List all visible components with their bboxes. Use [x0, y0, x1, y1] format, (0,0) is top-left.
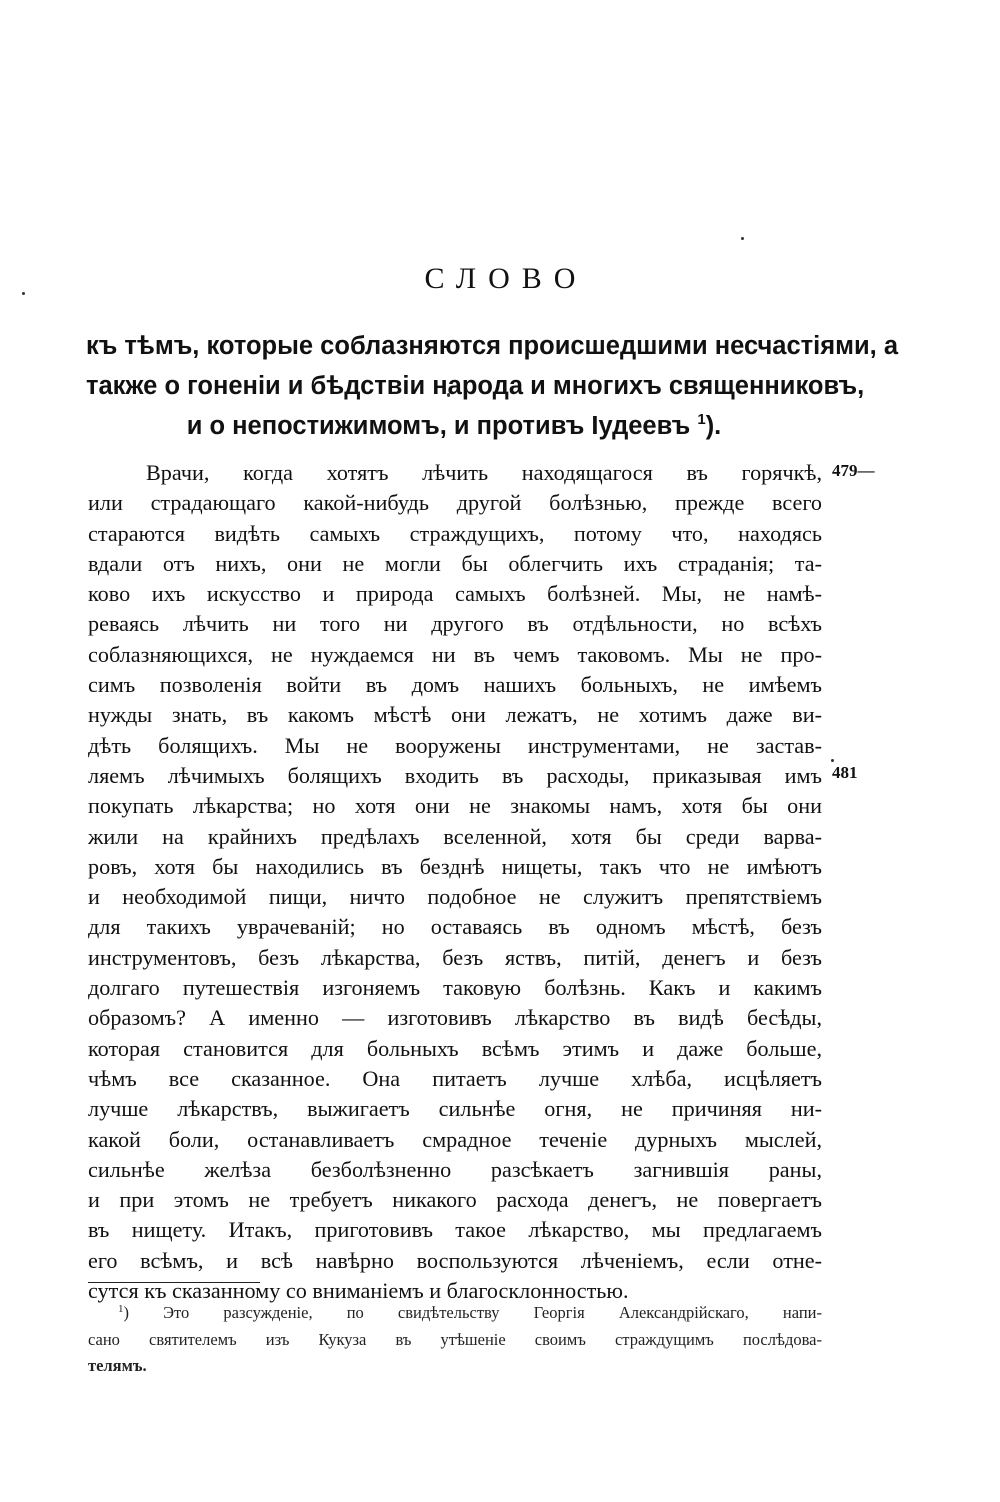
body-line: сутся къ сказанному со вниманіемъ и благосклонностью. [88, 1278, 629, 1304]
body-line: сильнѣе желѣза безболѣзненно разсѣкаетъ загнившія раны, [88, 1156, 822, 1182]
subtitle-tail: ). [705, 412, 722, 440]
body-line: ровъ, хотя бы находились въ безднѣ нищеты, такъ что не имѣютъ [88, 853, 822, 879]
page-subtitle [86, 326, 899, 446]
body-line: въ нищету. Итакъ, приготовивъ такое лѣкарство, мы предлагаемъ [88, 1217, 822, 1243]
body-line: и при этомъ не требуетъ никакого расхода денегъ, не повергаетъ [88, 1187, 822, 1213]
margin-page-marker: 479— [832, 461, 875, 480]
body-line: Врачи, когда хотятъ лѣчить находящагося въ горячкѣ, [146, 460, 822, 485]
footnote [88, 1300, 822, 1380]
body-line: лучше лѣкарствъ, выжигаетъ сильнѣе огня, не причиняя ни- [88, 1096, 822, 1122]
body-line: его всѣмъ, и всѣ навѣрно воспользуются лѣченіемъ, если отне- [88, 1247, 822, 1273]
body-line: жили на крайнихъ предѣлахъ вселенной, хотя бы среди варва- [88, 823, 822, 849]
body-line: реваясь лѣчить ни того ни другого въ отдѣльности, но всѣхъ [88, 611, 822, 637]
body-line: покупать лѣкарства; но хотя они не знакомы намъ, хотя бы они [88, 793, 822, 819]
footnote-text: ) Это разсужденіе, по свидѣтельству Георгія Александрійскаго, напи- [123, 1303, 822, 1322]
body-line: симъ позволенія войти въ домъ нашихъ больныхъ, не имѣемъ [88, 672, 822, 698]
subtitle-line-last [86, 406, 822, 446]
body-line: и необходимой пищи, ничто подобное не служитъ препятствіемъ [88, 884, 822, 910]
body-line: соблазняющихся, не нуждаемся ни въ чемъ таковомъ. Мы не про- [88, 641, 822, 667]
body-line: или страдающаго какой-нибудь другой болѣзнью, прежде всего [88, 490, 822, 516]
body-line: чѣмъ все сказанное. Она питаетъ лучше хлѣба, исцѣляетъ [88, 1065, 822, 1091]
footnote-line: сано святителемъ изъ Кукуза въ утѣшеніе своимъ страждущимъ послѣдова- [88, 1329, 822, 1349]
footnote-divider [88, 1282, 260, 1283]
body-line: вдали отъ нихъ, они не могли бы облегчить ихъ страданія; та- [88, 550, 822, 576]
footnote-marker: 1 [118, 1303, 124, 1315]
body-line: для такихъ уврачеваній; но оставаясь въ одномъ мѣстѣ, безъ [88, 914, 822, 940]
footnote-line: телямъ. [88, 1356, 147, 1375]
subtitle-line: также о гоненіи и бѣдствіи народа и многихъ священниковъ, [86, 372, 865, 400]
body-line: дѣть болящихъ. Мы не вооружены инструментами, не застав- [88, 732, 822, 758]
body-line: долгаго путешествія изгоняемъ таковую болѣзнь. Какъ и какимъ [88, 975, 822, 1001]
footnote-reference[interactable]: 1 [697, 411, 706, 428]
body-line: нужды знать, въ какомъ мѣстѣ они лежатъ, не хотимъ даже ви- [88, 702, 822, 728]
subtitle-line: и о непостижимомъ, и противъ Іудеевъ [186, 412, 691, 440]
subtitle-line: къ тѣмъ, которые соблазняются происшедшими несчастіями, а [86, 332, 899, 360]
body-line: ково ихъ искусство и природа самыхъ болѣзней. Мы, не намѣ- [88, 581, 822, 607]
body-line: ляемъ лѣчимыхъ болящихъ входить въ расходы, приказывая имъ [88, 762, 822, 788]
print-speck [741, 237, 744, 240]
body-line: инструментовъ, безъ лѣкарства, безъ яствъ, питій, денегъ и безъ [88, 944, 822, 970]
footnote-line [88, 1300, 822, 1327]
margin-page-marker: 481 [832, 763, 858, 782]
body-line: какой боли, останавливаетъ смрадное теченіе дурныхъ мыслей, [88, 1126, 822, 1152]
body-line: образомъ? А именно — изготовивъ лѣкарство въ видѣ бесѣды, [88, 1005, 822, 1031]
body-line: стараются видѣть самыхъ страждущихъ, потому что, находясь [88, 520, 822, 546]
page-title: СЛОВО [424, 262, 588, 295]
body-line: которая становится для больныхъ всѣмъ этимъ и даже больше, [88, 1035, 822, 1061]
print-speck [831, 759, 834, 762]
body-paragraph [88, 458, 822, 1306]
